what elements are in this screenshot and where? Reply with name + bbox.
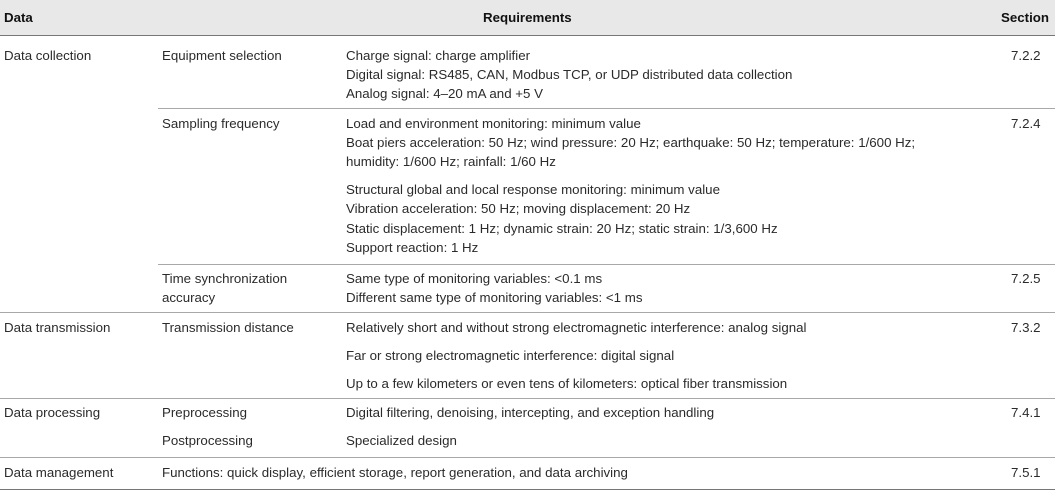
label-preprocessing: Preprocessing: [162, 405, 247, 420]
transmission-line-2: Far or strong electromagnetic interference: digital signal: [346, 348, 675, 363]
row-divider: [0, 457, 1055, 458]
label-sampling-frequency: Sampling frequency: [162, 116, 280, 131]
equipment-line-2: Digital signal: RS485, CAN, Modbus TCP, or UDP distributed data collection: [346, 67, 793, 82]
sampling-line-4: Structural global and local response monitoring: minimum value: [346, 182, 720, 197]
equipment-line-3: Analog signal: 4–20 mA and +5 V: [346, 86, 544, 101]
sampling-line-6: Static displacement: 1 Hz; dynamic strain: 20 Hz; static strain: 1/3,600 Hz: [346, 221, 778, 236]
table-header: [0, 0, 1055, 36]
label-time-sync-1: Time synchronization: [162, 271, 288, 286]
table-bottom-border: [0, 489, 1055, 490]
header-requirements: Requirements: [483, 10, 572, 25]
postprocessing-text: Specialized design: [346, 433, 457, 448]
preprocessing-text: Digital filtering, denoising, intercepting, and exception handling: [346, 405, 715, 420]
header-data: Data: [4, 10, 33, 25]
row-divider: [158, 108, 1055, 109]
row-divider: [0, 398, 1055, 399]
sampling-line-5: Vibration acceleration: 50 Hz; moving displacement: 20 Hz: [346, 201, 691, 216]
category-data-processing: Data processing: [4, 405, 101, 420]
equipment-line-1: Charge signal: charge amplifier: [346, 48, 531, 63]
label-transmission-distance: Transmission distance: [162, 320, 294, 335]
category-data-collection: Data collection: [4, 48, 92, 63]
section-sync: 7.2.5: [1011, 271, 1041, 286]
section-management: 7.5.1: [1011, 465, 1041, 480]
row-divider: [0, 312, 1055, 313]
label-time-sync-2: accuracy: [162, 290, 216, 305]
transmission-line-3: Up to a few kilometers or even tens of kilometers: optical fiber transmission: [346, 376, 788, 391]
header-section: Section: [1001, 10, 1050, 25]
label-equipment-selection: Equipment selection: [162, 48, 282, 63]
sampling-line-7: Support reaction: 1 Hz: [346, 240, 479, 255]
row-divider: [158, 264, 1055, 265]
sampling-line-2: Boat piers acceleration: 50 Hz; wind pressure: 20 Hz; earthquake: 50 Hz; temperature: 1/600 Hz;: [346, 135, 916, 150]
category-data-management: Data management: [4, 465, 114, 480]
sync-line-2: Different same type of monitoring variables: <1 ms: [346, 290, 643, 305]
section-equipment: 7.2.2: [1011, 48, 1041, 63]
sampling-line-3: humidity: 1/600 Hz; rainfall: 1/60 Hz: [346, 154, 556, 169]
label-postprocessing: Postprocessing: [162, 433, 253, 448]
category-data-transmission: Data transmission: [4, 320, 111, 335]
sampling-line-1: Load and environment monitoring: minimum value: [346, 116, 641, 131]
transmission-line-1: Relatively short and without strong electromagnetic interference: analog signal: [346, 320, 807, 335]
section-transmission: 7.3.2: [1011, 320, 1041, 335]
section-sampling: 7.2.4: [1011, 116, 1041, 131]
section-processing: 7.4.1: [1011, 405, 1041, 420]
management-text: Functions: quick display, efficient storage, report generation, and data archiving: [162, 465, 628, 480]
sync-line-1: Same type of monitoring variables: <0.1 ms: [346, 271, 603, 286]
